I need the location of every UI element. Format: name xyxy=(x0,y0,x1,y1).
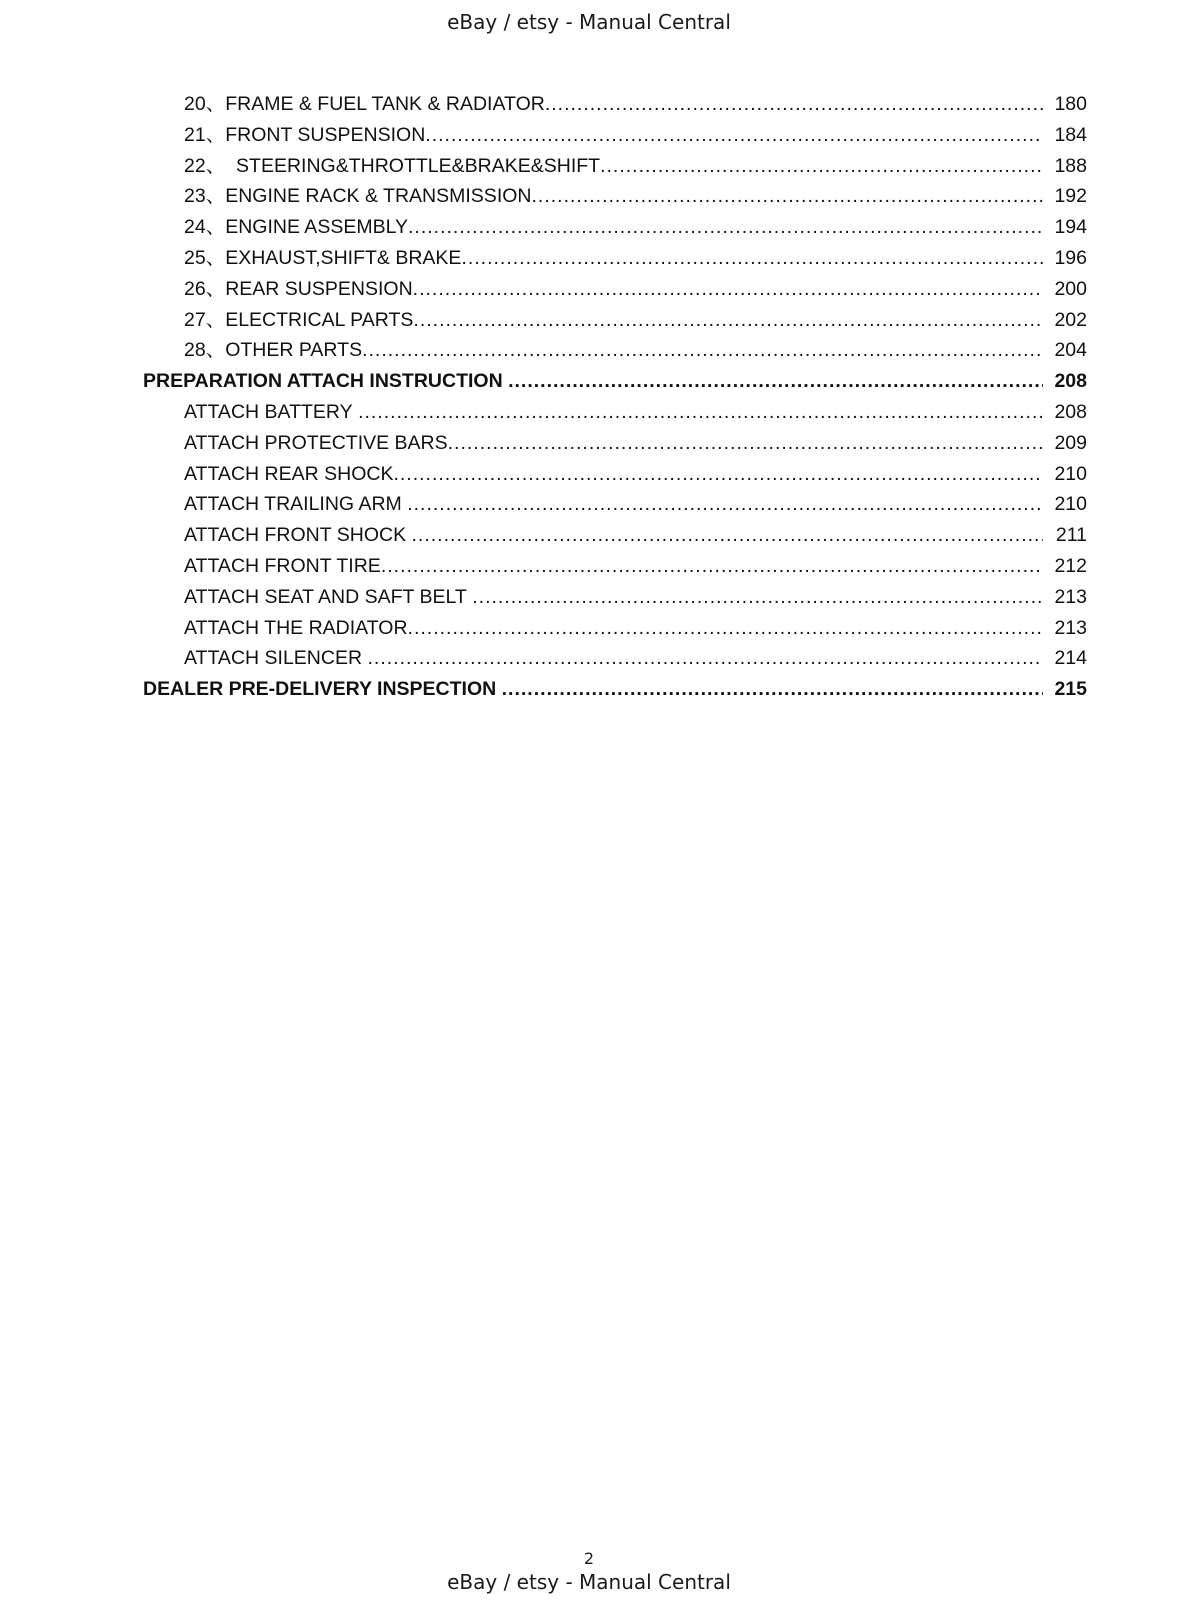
toc-entry-number: 20、 xyxy=(184,93,226,115)
toc-entry-title: REAR SUSPENSION xyxy=(225,277,413,300)
toc-entry-number: 25、 xyxy=(184,246,226,269)
toc-entry-number: 21、 xyxy=(184,123,226,146)
toc-entry-page: 212 xyxy=(1054,554,1087,577)
toc-entry-page: 192 xyxy=(1054,185,1087,208)
dot-leader xyxy=(362,335,1043,366)
toc-entry-title: PREPARATION ATTACH INSTRUCTION xyxy=(143,370,503,393)
toc-entry-title: ATTACH FRONT SHOCK xyxy=(184,524,407,547)
toc-entry[interactable] xyxy=(0,489,1178,520)
dot-leader xyxy=(461,243,1043,274)
toc-entry-title: ATTACH TRAILING ARM xyxy=(184,493,402,516)
toc-entry-page: 194 xyxy=(1054,216,1087,239)
dot-leader xyxy=(407,489,1043,520)
toc-entry-page: 204 xyxy=(1054,339,1087,362)
toc-entry-title: OTHER PARTS xyxy=(225,339,363,362)
toc-entry[interactable] xyxy=(0,212,1178,243)
toc-section-heading[interactable] xyxy=(0,674,1178,705)
toc-entry[interactable] xyxy=(0,551,1178,582)
toc-entry-number: 22、 xyxy=(184,154,226,177)
dot-leader xyxy=(413,305,1043,336)
toc-entry-title: DEALER PRE-DELIVERY INSPECTION xyxy=(143,678,497,701)
toc-entry-page: 196 xyxy=(1054,246,1087,269)
dot-leader xyxy=(393,459,1043,490)
dot-leader xyxy=(413,274,1043,305)
dot-leader xyxy=(425,120,1043,151)
toc-entry[interactable] xyxy=(0,89,1178,120)
toc-entry-title: ATTACH SEAT AND SAFT BELT xyxy=(184,585,467,608)
dot-leader xyxy=(545,89,1043,120)
toc-entry-title: ATTACH THE RADIATOR xyxy=(184,616,408,639)
dot-leader xyxy=(381,551,1043,582)
toc-entry-title: ATTACH PROTECTIVE BARS xyxy=(184,431,448,454)
toc-entry[interactable] xyxy=(0,643,1178,674)
page-footer: eBay / etsy - Manual Central xyxy=(447,1570,731,1594)
dot-leader xyxy=(508,366,1043,397)
dot-leader xyxy=(412,520,1043,551)
toc-entry[interactable] xyxy=(0,428,1178,459)
dot-leader xyxy=(408,212,1043,243)
dot-leader xyxy=(502,674,1043,705)
toc-entry-page: 184 xyxy=(1054,123,1087,146)
dot-leader xyxy=(600,151,1043,182)
toc-entry-title: ATTACH FRONT TIRE xyxy=(184,554,381,577)
dot-leader xyxy=(358,397,1043,428)
toc-entry-page: 210 xyxy=(1054,462,1087,485)
toc-entry[interactable] xyxy=(0,151,1178,182)
toc-section-heading[interactable] xyxy=(0,366,1178,397)
table-of-contents xyxy=(0,89,1178,705)
toc-entry-title: EXHAUST,SHIFT& BRAKE xyxy=(225,246,462,269)
toc-entry-title: FRONT SUSPENSION xyxy=(225,123,426,146)
toc-entry-page: 214 xyxy=(1054,647,1087,670)
toc-entry-title: FRAME & FUEL TANK & RADIATOR xyxy=(225,93,545,115)
dot-leader xyxy=(448,428,1043,459)
toc-entry[interactable] xyxy=(0,397,1178,428)
toc-entry-number: 26、 xyxy=(184,277,226,300)
toc-entry[interactable] xyxy=(0,274,1178,305)
toc-entry-page: 213 xyxy=(1054,616,1087,639)
toc-entry[interactable] xyxy=(0,181,1178,212)
toc-entry-page: 215 xyxy=(1054,678,1087,701)
page-number: 2 xyxy=(583,1549,595,1568)
toc-entry-number: 28、 xyxy=(184,339,226,362)
toc-entry-page: 188 xyxy=(1054,154,1087,177)
toc-entry-title: ENGINE ASSEMBLY xyxy=(225,216,408,239)
toc-entry-page: 180 xyxy=(1054,93,1087,115)
toc-entry-page: 208 xyxy=(1054,400,1087,423)
toc-entry-number: 27、 xyxy=(184,308,226,331)
toc-entry-page: 211 xyxy=(1055,524,1087,547)
toc-entry-title: ATTACH BATTERY xyxy=(184,400,353,423)
toc-entry[interactable] xyxy=(0,459,1178,490)
toc-entry[interactable] xyxy=(0,120,1178,151)
toc-entry-page: 209 xyxy=(1054,431,1087,454)
toc-entry[interactable] xyxy=(0,582,1178,613)
toc-entry[interactable] xyxy=(0,520,1178,551)
toc-entry-number: 24、 xyxy=(184,216,226,239)
dot-leader xyxy=(472,582,1043,613)
page-header: eBay / etsy - Manual Central xyxy=(447,10,731,34)
toc-entry[interactable] xyxy=(0,335,1178,366)
toc-entry-title: STEERING&THROTTLE&BRAKE&SHIFT xyxy=(225,154,601,177)
dot-leader xyxy=(531,181,1043,212)
dot-leader xyxy=(367,643,1043,674)
toc-entry-title: ATTACH REAR SHOCK xyxy=(184,462,394,485)
toc-entry-page: 202 xyxy=(1054,308,1087,331)
toc-entry-title: ATTACH SILENCER xyxy=(184,647,363,670)
toc-entry[interactable] xyxy=(0,613,1178,644)
toc-entry[interactable] xyxy=(0,305,1178,336)
toc-entry-number: 23、 xyxy=(184,185,226,208)
toc-entry[interactable] xyxy=(0,243,1178,274)
toc-entry-page: 208 xyxy=(1054,370,1087,393)
toc-entry-page: 210 xyxy=(1054,493,1087,516)
toc-entry-page: 200 xyxy=(1054,277,1087,300)
toc-entry-title: ELECTRICAL PARTS xyxy=(225,308,414,331)
toc-entry-page: 213 xyxy=(1054,585,1087,608)
dot-leader xyxy=(408,613,1043,644)
toc-entry-title: ENGINE RACK & TRANSMISSION xyxy=(225,185,532,208)
